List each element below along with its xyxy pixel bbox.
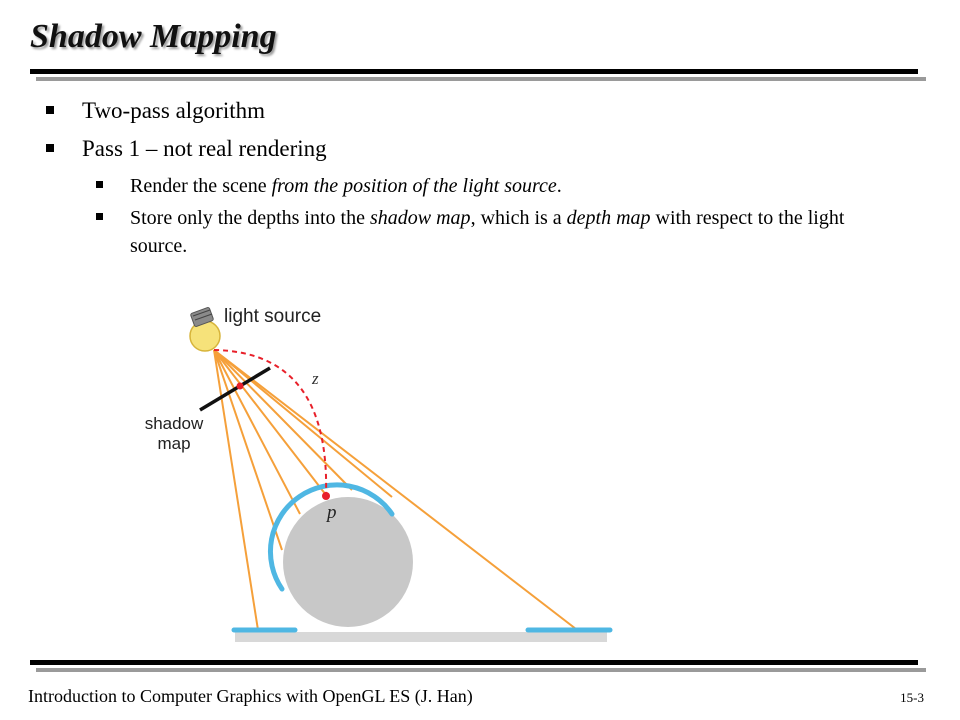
sub-bullet-text: with respect to the light source. — [130, 207, 845, 257]
light-source-label: light source — [224, 306, 322, 327]
footer-course-title: Introduction to Computer Graphics with OpenGL ES (J. Han) — [28, 686, 473, 706]
sub-bullet-text: . — [556, 175, 562, 197]
sub-bullet-emphasis: shadow map — [369, 207, 471, 229]
bullet-text: Pass 1 – not real rendering — [82, 136, 327, 161]
footer-rule — [30, 660, 918, 665]
slide-number: 15-3 — [900, 690, 924, 705]
title-rule — [30, 69, 918, 74]
p-label: p — [327, 502, 337, 523]
sub-bullet-item — [46, 172, 846, 200]
shadow-map-label: shadow — [144, 414, 204, 433]
light-ray — [214, 350, 392, 497]
bullet-item — [46, 134, 846, 164]
bullet-marker — [46, 106, 54, 114]
bullet-item — [46, 96, 846, 126]
sub-bullet-marker — [96, 181, 103, 188]
surface-point-p — [322, 492, 330, 500]
bullet-text: Two-pass algorithm — [82, 98, 266, 123]
sub-bullet-marker — [96, 213, 103, 220]
shadow-map-plane — [200, 368, 270, 410]
shadow-mapping-figure — [130, 292, 630, 652]
ground-plane — [235, 632, 607, 642]
footer-rule-shadow — [36, 668, 926, 672]
slide-title: Shadow Mapping — [30, 18, 277, 55]
sub-bullet-emphasis: depth map — [566, 207, 651, 229]
sub-bullet-text: , which is a — [470, 207, 567, 229]
bullet-marker — [46, 144, 54, 152]
sub-bullet-item — [46, 204, 846, 260]
shadow-map-sample-point — [237, 383, 244, 390]
light-bulb-icon — [190, 307, 220, 351]
sphere — [283, 497, 413, 627]
shadow-map-label: map — [157, 434, 191, 453]
sub-bullet-text: Store only the depths into the — [130, 207, 370, 229]
z-label: z — [312, 369, 319, 388]
bullet-list — [46, 96, 846, 264]
title-rule-shadow — [36, 77, 926, 81]
sub-bullet-text: Render the scene — [130, 175, 272, 197]
sub-bullet-emphasis: from the position of the light source — [271, 175, 557, 197]
